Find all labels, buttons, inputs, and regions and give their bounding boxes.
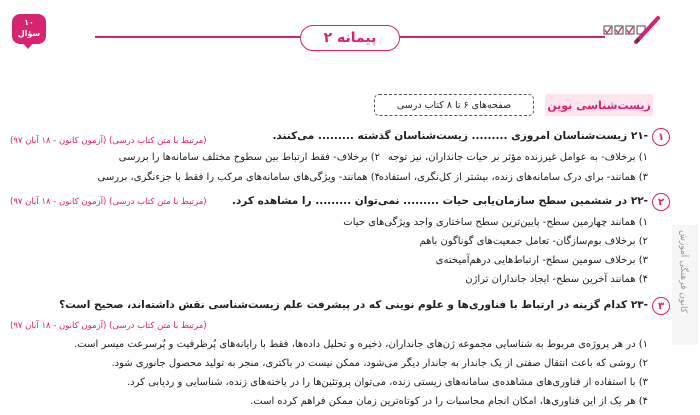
header-rule-right	[400, 36, 605, 38]
answer-option[interactable]: ۴) هر یک از این فناوری‌ها، امکان انجام محاسبات را در کوتاه‌ترین زمان ممکن فراهم کرده است.	[250, 396, 648, 407]
answer-option[interactable]: ۴) همانند آخرین سطح- ایجاد جانداران تراژن	[465, 274, 648, 285]
question-count-badge	[12, 14, 46, 44]
answer-option[interactable]: ۳) برخلاف سومین سطح- ارتباط‌هایی درهم‌آمیخته‌ی	[435, 255, 648, 266]
answer-option[interactable]: ۲) روشی که باعث انتقال صفتی از یک جاندار به جاندار دیگر می‌شود، ممکن نیست در باکتری، منجر به تولید محصول جانوری شود.	[111, 358, 648, 369]
answer-option[interactable]: ۳) با استفاده از فناوری‌های مشاهده‌ی سامانه‌های زیستی زنده، می‌توان پروتئین‌ها را در یاخته‌های زنده، شناسایی و ردیابی کرد.	[127, 377, 648, 388]
answer-option[interactable]: ۱) برخلاف- به عوامل غیرزنده مؤثر بر حیات جانداران، نیز توجه	[387, 152, 648, 163]
header-rule-left	[95, 36, 300, 38]
section-label: زیست‌شناسی نوین	[545, 94, 653, 116]
answer-option[interactable]: ۱) همانند چهارمین سطح- پایین‌ترین سطح ساختاری واجد ویژگی‌های حیات	[343, 217, 648, 228]
question-number-circle: ۳	[652, 297, 670, 315]
page-title: پیمانه ۲	[300, 25, 400, 51]
question-stem: -۲۱ زیست‌شناسان امروزی ......... زیست‌شناسان گذشته ......... می‌کنند.	[272, 130, 648, 142]
answer-option[interactable]: ۳) همانند- برای درک سامانه‌های زنده، بیشتر از کل‌نگری، استفاده	[378, 172, 648, 183]
question-number-circle: ۲	[652, 193, 670, 211]
badge-label: سؤال	[17, 29, 41, 38]
answer-option[interactable]: ۲) برخلاف- فقط ارتباط بین سطوح مختلف سامانه‌ها را بررسی	[118, 152, 380, 163]
checklist-pencil-icon	[600, 14, 662, 48]
badge-number: ۱۰	[24, 18, 34, 27]
question-source: (مرتبط با متن کتاب درسی) (آزمون کانون - ۱۸ آبان ۹۷)	[10, 136, 207, 146]
question-number-circle: ۱	[652, 128, 670, 146]
question-source: (مرتبط با متن کتاب درسی) (آزمون کانون - ۱۸ آبان ۹۷)	[10, 197, 207, 207]
textbook-pages-range: صفحه‌های ۶ تا ۸ کتاب درسی	[374, 94, 534, 116]
answer-option[interactable]: ۲) برخلاف بوم‌سازگان- تعامل جمعیت‌های گوناگون باهم	[419, 236, 648, 247]
question-stem: -۲۳ کدام گزینه در ارتباط با فناوری‌ها و علوم نوینی که در پیشرفت علم زیست‌شناسی نقش داشته‌اند، صحیح است؟	[59, 299, 648, 311]
answer-option[interactable]: ۱) در هر پروژه‌ی مربوط به شناسایی مجموعه ژن‌های جانداران، ذخیره و تحلیل داده‌ها، فقط با رایانه‌های پُرظرفیت و پُرسرعت میسر است.	[74, 339, 648, 350]
badge-tail	[22, 42, 34, 49]
question-source: (مرتبط با متن کتاب درسی) (آزمون کانون - ۱۸ آبان ۹۷)	[10, 321, 207, 331]
question-stem: -۲۲ در ششمین سطح سازمان‌یابی حیات ......... نمی‌توان ......... را مشاهده کرد.	[231, 195, 648, 207]
answer-option[interactable]: ۴) همانند- ویژگی‌های سامانه‌های مرکب را فقط با جزءنگری، بررسی	[97, 172, 380, 183]
side-strip-text: کانون فرهنگی آموزش	[678, 230, 688, 314]
